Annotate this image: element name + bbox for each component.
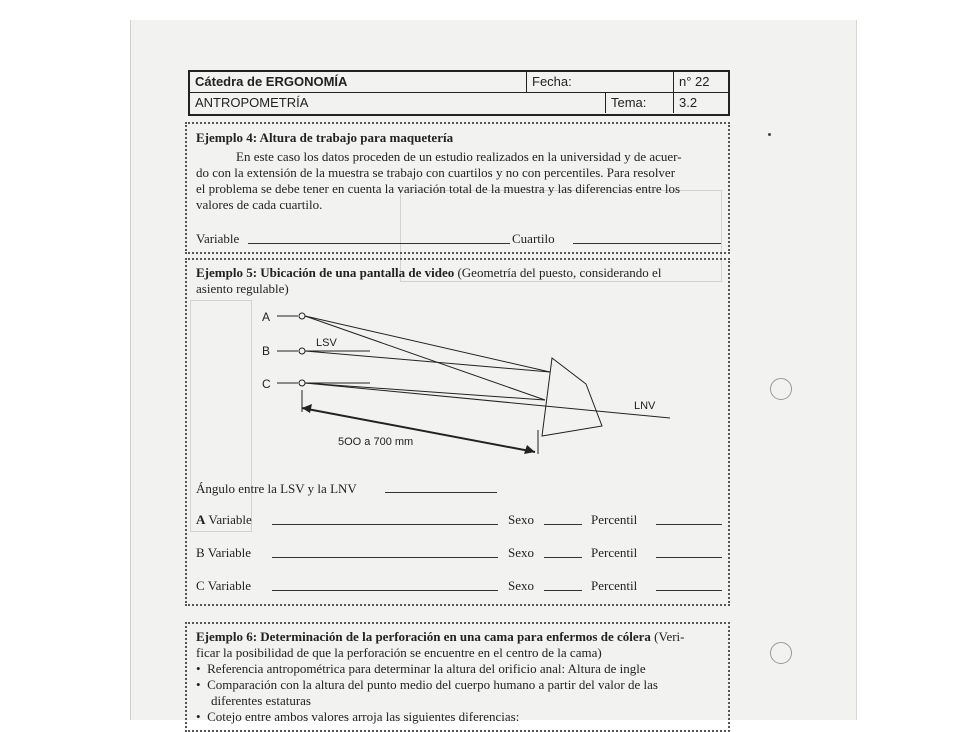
cuartilo-blank[interactable] <box>573 243 721 244</box>
bullet-text: Referencia antropométrica para determinar la altura del orificio anal: Altura de ingle <box>207 661 646 676</box>
label-distance: 5OO a 700 mm <box>338 436 414 448</box>
distance-arrow <box>302 408 535 452</box>
arrowhead-left <box>302 404 312 413</box>
ejemplo6-title <box>196 629 685 645</box>
catedra-title: Cátedra de ERGONOMÍA <box>195 74 348 89</box>
tema-label: Tema: <box>605 93 673 113</box>
ejemplo6-title-bold: Ejemplo 6: Determinación de la perforación en una cama para enfermos de cólera <box>196 629 651 644</box>
bullet-text: Cotejo entre ambos valores arroja las siguientes diferencias: <box>207 709 520 724</box>
ejemplo4-line: do con la extensión de la muestra se trabajo con cuartilos y no con percentiles. Para resolver <box>196 165 676 180</box>
monitor-shape <box>542 358 602 436</box>
bullet-item: • Referencia antropométrica para determinar la altura del orificio anal: Altura de ingle <box>196 661 646 676</box>
label-lsv: LSV <box>316 337 337 349</box>
header-table <box>188 70 730 116</box>
viewing-geometry-diagram <box>250 300 700 460</box>
fecha-label: Fecha: <box>526 72 673 92</box>
sexo-blank[interactable] <box>544 557 582 558</box>
eye-point-b <box>299 348 305 354</box>
ejemplo4-line: valores de cada cuartilo. <box>196 197 323 212</box>
variable-blank[interactable] <box>272 557 498 558</box>
variable-blank[interactable] <box>272 524 498 525</box>
ejemplo6-title-rest: (Veri- <box>650 629 685 644</box>
percentil-blank[interactable] <box>656 557 722 558</box>
sexo-blank[interactable] <box>544 590 582 591</box>
ejemplo5-title-bold: Ejemplo 5: Ubicación de una pantalla de video <box>196 265 455 280</box>
angulo-blank[interactable] <box>385 492 497 493</box>
ejemplo5-title <box>196 265 661 281</box>
sight-line-c <box>305 383 545 400</box>
variable-label: Variable <box>196 231 240 246</box>
percentil-label: Percentil <box>591 578 638 593</box>
ejemplo6-title-line2: ficar la posibilidad de que la perforación se encuentre en el centro de la cama) <box>196 645 602 660</box>
sight-line-a-top <box>305 316 550 372</box>
punch-hole <box>770 642 792 664</box>
label-b: B <box>262 344 271 358</box>
row-letter-text: A <box>196 512 206 527</box>
variable-blank[interactable] <box>272 590 498 591</box>
sexo-label: Sexo <box>508 545 534 560</box>
numero-cell: n° 22 <box>673 72 724 92</box>
eye-point-c <box>299 380 305 386</box>
tema-value: 3.2 <box>673 93 724 113</box>
row-letter-text: C <box>196 578 205 593</box>
sexo-label: Sexo <box>508 512 534 527</box>
percentil-blank[interactable] <box>656 590 722 591</box>
percentil-label: Percentil <box>591 545 638 560</box>
percentil-blank[interactable] <box>656 524 722 525</box>
row-letter <box>196 512 252 528</box>
row-letter <box>196 545 251 561</box>
ejemplo4-title: Ejemplo 4: Altura de trabajo para maquetería <box>196 130 454 145</box>
percentil-label: Percentil <box>591 512 638 527</box>
bullet-item: • Comparación con la altura del punto medio del cuerpo humano a partir del valor de las <box>196 677 658 692</box>
label-lnv: LNV <box>634 400 656 412</box>
row-variable-label: Variable <box>207 545 251 560</box>
label-a: A <box>262 310 271 324</box>
lnv-line <box>305 383 670 418</box>
variable-blank[interactable] <box>248 243 510 244</box>
row-letter <box>196 578 251 594</box>
header-row-2 <box>190 93 728 113</box>
row-variable-label: Variable <box>207 578 251 593</box>
bullet-text: Comparación con la altura del punto medio del cuerpo humano a partir del valor de las <box>207 677 658 692</box>
sight-line-a-bottom <box>305 316 545 400</box>
tema-name: ANTROPOMETRÍA <box>195 95 309 110</box>
sexo-label: Sexo <box>508 578 534 593</box>
bullet-continuation: diferentes estaturas <box>211 693 311 708</box>
angulo-label: Ángulo entre la LSV y la LNV <box>196 481 357 496</box>
sexo-blank[interactable] <box>544 524 582 525</box>
ejemplo4-line: el problema se debe tener en cuenta la variación total de la muestra y las diferencias entre los <box>196 181 681 196</box>
row-variable-label: Variable <box>208 512 252 527</box>
punch-hole <box>770 378 792 400</box>
ejemplo5-title-rest: (Geometría del puesto, considerando el <box>454 265 662 280</box>
eye-point-a <box>299 313 305 319</box>
bullet-item: • Cotejo entre ambos valores arroja las siguientes diferencias: <box>196 709 520 724</box>
ejemplo5-title-line2: asiento regulable) <box>196 281 289 296</box>
header-row-1 <box>190 72 728 93</box>
sight-line-b <box>305 351 550 372</box>
ink-dot <box>768 133 771 136</box>
ejemplo4-line: En este caso los datos proceden de un estudio realizados en la universidad y de acuer- <box>236 149 682 164</box>
label-c: C <box>262 377 271 391</box>
row-letter-text: B <box>196 545 205 560</box>
cuartilo-label: Cuartilo <box>512 231 555 246</box>
